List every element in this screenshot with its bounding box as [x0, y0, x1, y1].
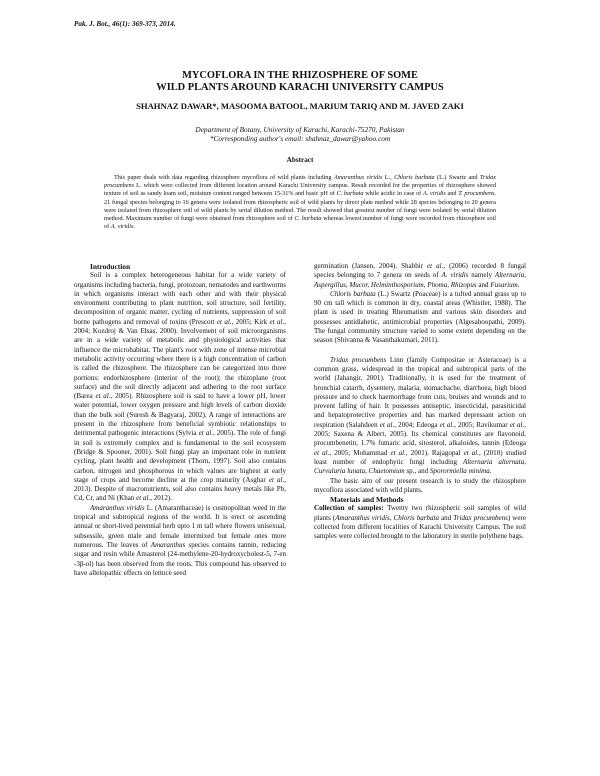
abstract-heading: Abstract [286, 156, 314, 164]
authors: SHAHNAZ DAWAR*, MASOOMA BATOOL, MARIUM TARIQ AND M. JAVED ZAKI [136, 101, 464, 111]
methods-heading: Materials and Methods [330, 495, 404, 505]
affiliation [0, 125, 600, 143]
paper-title [0, 70, 600, 94]
intro-paragraph-2-cont: germination (Jansen, 2004). Shabbir et al., (2006) recorded 8 fungal species belonging to 7 genera on seeds of A. viridis namely Alternaria, Aspergillus, Mucor, Helminthosporium, Phoma, Rhizopus and Fusarium. [314, 262, 527, 289]
intro-paragraph-3: Chloris barbata (L.) Swartz (Poaceae) is a tufted annual grass up to 90 cm tall which is common in dry, coastal areas (Whistler, 1988). The plant is used in treating Rheumatism and various skin disorders and possesses antidiabetic, antimicrobial properties (Algesaboopathi, 2009). The fungal community structure varied to some extent depending on the season (Shivanna & Vasanthakumari, 2011). [314, 289, 526, 345]
left-column [74, 262, 286, 578]
intro-paragraph-5: The basic aim of our present research is to study the rhizosphere mycoflora associated with wild plants. [314, 476, 526, 494]
abstract-text: This paper deals with data regarding rhizosphere mycoflora of wild plants including Amaranthus viridis L., Chloris barbata (L.) Swartz and Tridax procumbens L. which were collected from different location around Karachi University campus. Result recorded for the properties of rhizosphere showed texture of soil as sandy loam soil, moisture content ranged between 15-31% and basic pH of C. barbata while acidic in case of A. viridis and T. procumbens. 21 fungal species belonging to 16 genera were isolated from rhizospheric soil of wild plants by direct plate method while 28 species belonging to 20 genera were isolated from rhizosphere soil of wild plants by serial dilution method. The result showed that greatest number of fungi were isolated by serial dilution method. Maximum number of fungi were obtained from rhizosphere soil of C. barbata whereas lowest number of fungi were recorded from rhizosphere soil of A. viridis. [104, 174, 496, 231]
methods-paragraph-1: Collection of samples: Twenty two rhizospheric soil samples of wild plants (Amaranthus viridis, Chloris barbata and Tridax procumbens) were collected from different localities of Karachi University Campus. The soil samples were collected brought to the laboratory in sterile polythene bags. [314, 504, 527, 541]
department: Department of Botany, University of Karachi, Karachi-75270, Pakistan [195, 125, 405, 134]
journal-citation: Pak. J. Bot., 46(1): 369-373, 2014. [74, 20, 176, 28]
title-line-1: MYCOFLORA IN THE RHIZOSPHERE OF SOME [182, 70, 418, 81]
intro-paragraph-4: Tridax procumbens Linn (family Compositae or Asteraceae) is a common grass, widespread in the tropical and subtropical parts of the world (Jahangir, 2001). Traditionally, it is used for the treatment of bronchial catarrh, dysentery, malaria, stomachache, diarrhoea, high blood pressure and to check haemorrhage from cuts, bruises and wounds and to prevent falling of hair. It possesses antiseptic, insecticidal, parasiticidal and hepatoprotective properties and has marked depressant action on respiration (Salahdeen et al., 2004; Edeoga et al., 2005; Ravikumar et al., 2005; Saxena & Albert, 2005). Its chemical constitutes are flavonoid, procumbenetin, 1.7% fumaric acid, sitosterol, alkaloides, tannin (Edeoga et al., 2005; Mohammad et al., 2001). Rajagopal et al., (2010) studied least number of endophytic fungi including Alternaria alternata, Curvularia lunata, Chaetomium sp., and Sporormiella minima. [314, 355, 526, 476]
intro-paragraph-2: Amaranthus viridis L. (Amaranthaceae) is cosmopolitan weed in the tropical and subtropical regions of the world. It is erect or ascending annual or short-lived perennial herb upto 1 m tall where flowers unisexual, subsessile, green male and female intermixed but female ones more numerous. The leaves of Amaranthus species contains tannin, reducing sugar and resin while Amasterol (24-methylene-20-hydroxycholest-5, 7-en -3β-ol) has been observed from the roots. This compound has observed to have allelopathic effects on lettuce seed [74, 503, 286, 577]
introduction-heading: Introduction [90, 262, 131, 271]
right-column [314, 262, 526, 542]
corresponding-email: *Corresponding author's email: shahnaz_dawar@yahoo.com [209, 134, 391, 143]
title-line-2: WILD PLANTS AROUND KARACHI UNIVERSITY CAMPUS [156, 82, 444, 93]
intro-paragraph-1: Soil is a complex heterogeneous habitat for a wide variety of organisms including bacteria, fungi, protozoan, nematodes and earthworms in which organisms interact with each other and with their physical environment contributing to plant nutrition, soil structure, soil fertility, decomposition of organic matter, cycling of nutrients, suppression of soil borne pathogens and removal of toxins (Prescott et al., 2005; Kirk et al., 2004; Kozdroj & Van Elsas, 2000). Involvement of soil microorganisms are in a wide variety of metabolic and physiological activities that influence the microhabitat. The plant's root with zone of intense microbial metabolic activity occurring where there is a high concentration of carbon is called the rhizosphere. The rhizosphere can be categorized into three portions: endorhizosphere (interior of the root); the rhizoplane (root surface) and the soil directly adjacent and adhering to the root surface (Barea et al., 2005). Rhizosphere soil is said to have a lower pH, lower water potential, lower oxygen pressure and high levels of carbon dioxide than the bulk soil (Suresh & Bagyaraj, 2002). A range of interactions are present in the rhizosphere from beneficial symbiotic relationships to detrimental pathogenic interactions (Sylvia et al., 2005). The role of fungi in soil is extremely complex and is fundamental to the soil ecosystem (Bridge & Spooner, 2001). Soil fungi play an important role in nutrient cycling, plant health and development (Thorn, 1997). Soil also contains carbon, nitrogen and phosphorous in which values are highest at early stage of crops and become decline at the crop maturity (Asghar et al., 2013). Despite of macronutrients, soil also contains heavy metals like Pb, Cd, Cr, and Ni (Khan et al., 2012). [74, 271, 287, 503]
